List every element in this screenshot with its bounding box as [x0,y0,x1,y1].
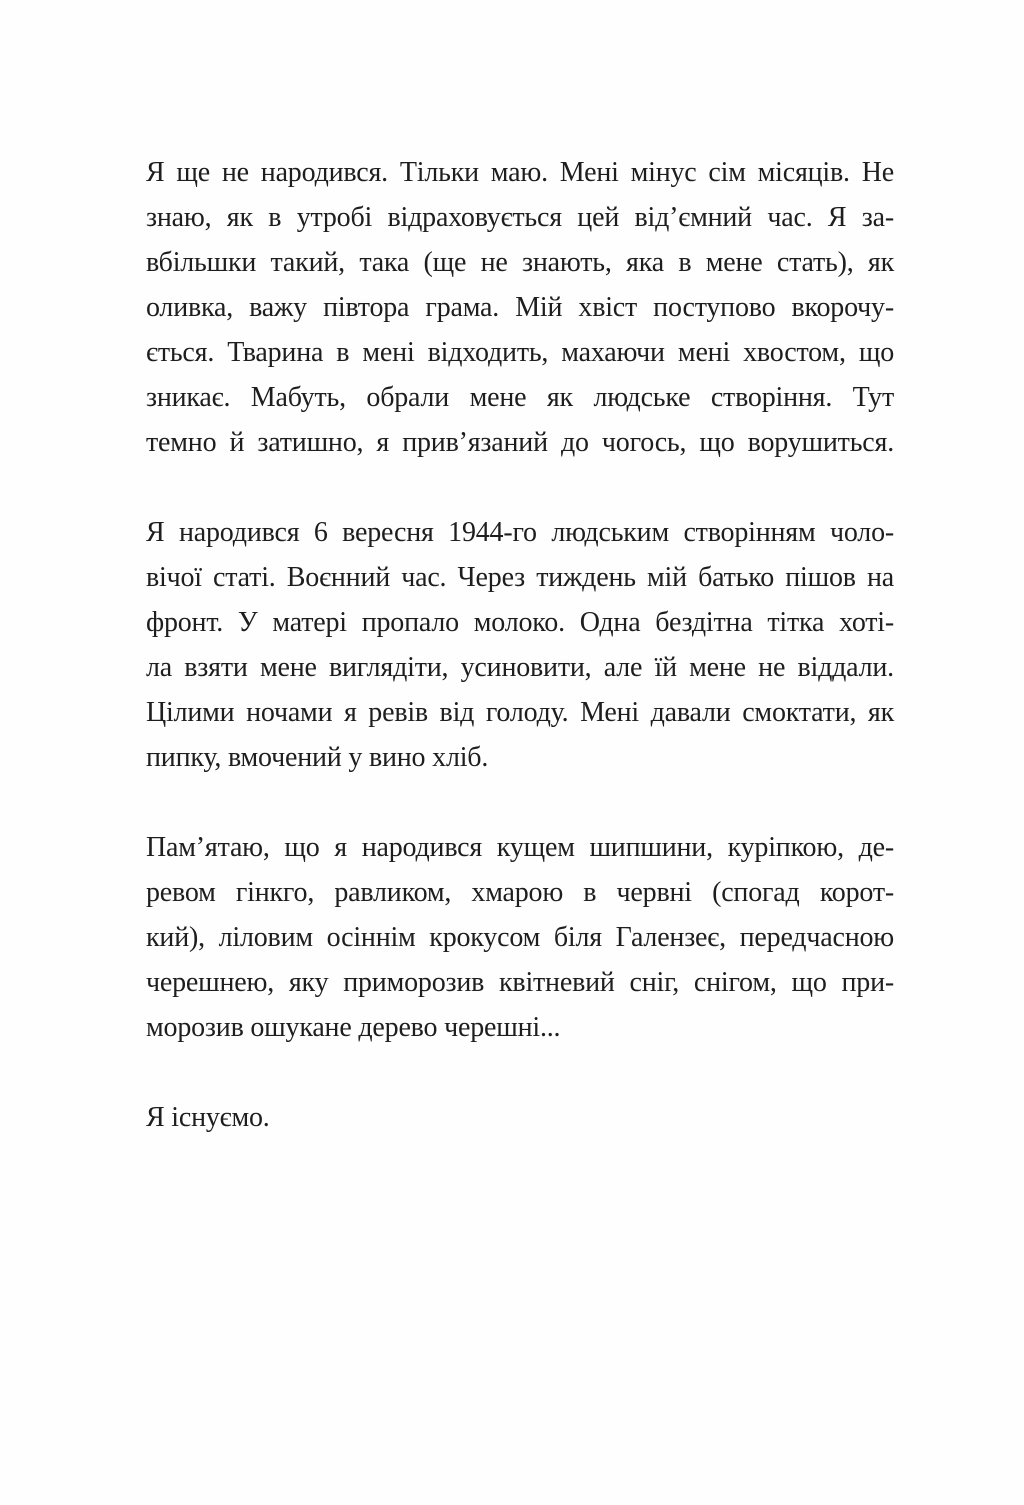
text-line: оливка, важу півтора грама. Мій хвіст поступово вкорочу- [146,292,894,323]
text-line: черешнею, яку приморозив квітневий сніг, снігом, що при- [146,967,894,998]
text-line: Я існуємо. [146,1102,270,1133]
text-line: ється. Тварина в мені відходить, махаючи мені хвостом, що [146,337,894,368]
paragraph-4 [146,1095,894,1140]
text-block [146,150,894,1185]
text-line: Пам’ятаю, що я народився кущем шипшини, куріпкою, де- [146,832,894,863]
paragraph-3 [146,825,894,1050]
paragraph-2 [146,510,894,780]
text-line: Цілими ночами я ревів від голоду. Мені давали смоктати, як [146,697,894,728]
text-line: ревом гінкго, равликом, хмарою в червні (спогад корот- [146,877,894,908]
text-line: кий), ліловим осіннім крокусом біля Галензеє, передчасною [146,922,894,953]
text-line: вічої статі. Воєнний час. Через тиждень мій батько пішов на [146,562,894,593]
text-line: морозив ошукане дерево черешні... [146,1012,561,1043]
paragraph-1 [146,150,894,465]
text-line: пипку, вмочений у вино хліб. [146,742,489,773]
text-line: вбільшки такий, така (ще не знають, яка в мене стать), як [146,247,894,278]
text-line: темно й затишно, я прив’язаний до чогось, що ворушиться. [146,427,894,458]
text-line: зникає. Мабуть, обрали мене як людське створіння. Тут [146,382,894,413]
text-line: Я ще не народився. Тільки маю. Мені мінус сім місяців. Не [146,157,894,188]
text-line: знаю, як в утробі відраховується цей від’ємний час. Я за- [146,202,894,233]
text-line: ла взяти мене виглядіти, усиновити, але їй мене не віддали. [146,652,894,683]
text-line: фронт. У матері пропало молоко. Одна бездітна тітка хоті- [146,607,894,638]
text-line: Я народився 6 вересня 1944-го людським створінням чоло- [146,517,894,548]
